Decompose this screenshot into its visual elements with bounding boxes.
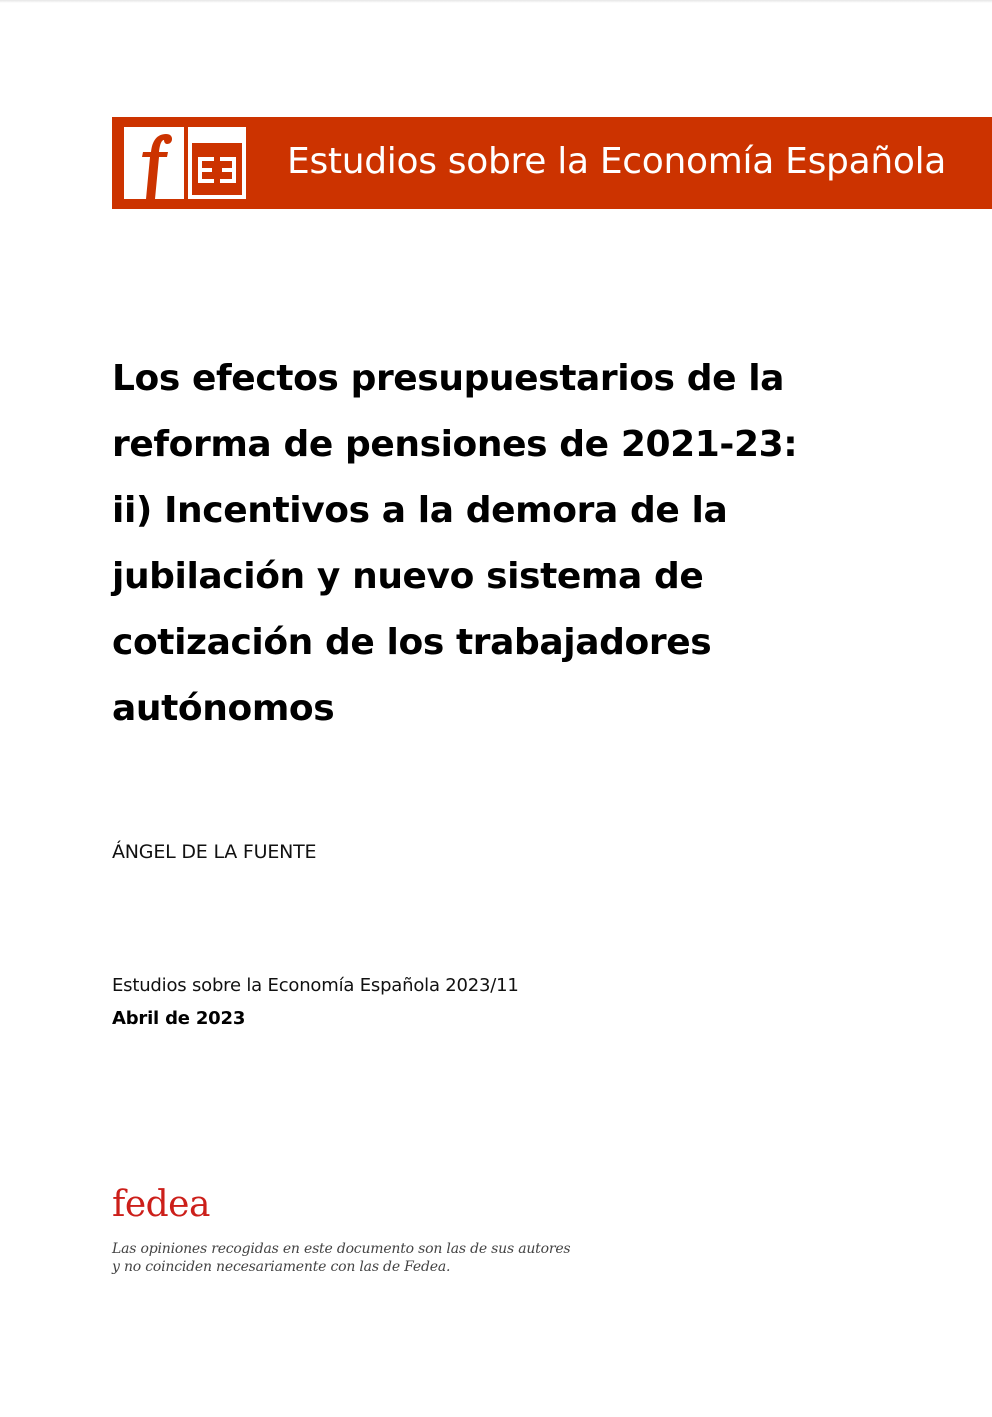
series-number: Estudios sobre la Economía Española 2023/11 [112,975,519,996]
title-line: cotización de los trabajadores [112,622,712,663]
page-top-edge [0,0,992,3]
series-title: Estudios sobre la Economía Española [287,141,947,182]
disclaimer-line: Las opiniones recogidas en este documento son las de sus autores [112,1241,571,1257]
title-line: reforma de pensiones de 2021-23: [112,424,798,465]
title-line: autónomos [112,688,335,729]
publication-date: Abril de 2023 [112,1008,246,1029]
document-title [112,346,932,742]
document-ee-logo-icon [188,127,246,199]
title-line: jubilación y nuevo sistema de [112,556,704,597]
series-banner [112,117,992,209]
fedea-wordmark-logo: fedea [112,1184,210,1225]
author-name: ÁNGEL DE LA FUENTE [112,841,317,863]
title-line: Los efectos presupuestarios de la [112,358,785,399]
title-line: ii) Incentivos a la demora de la [112,490,728,531]
fedea-f-logo-icon [124,127,184,199]
disclaimer [112,1240,570,1276]
disclaimer-line: y no coinciden necesariamente con las de Fedea. [112,1259,451,1275]
